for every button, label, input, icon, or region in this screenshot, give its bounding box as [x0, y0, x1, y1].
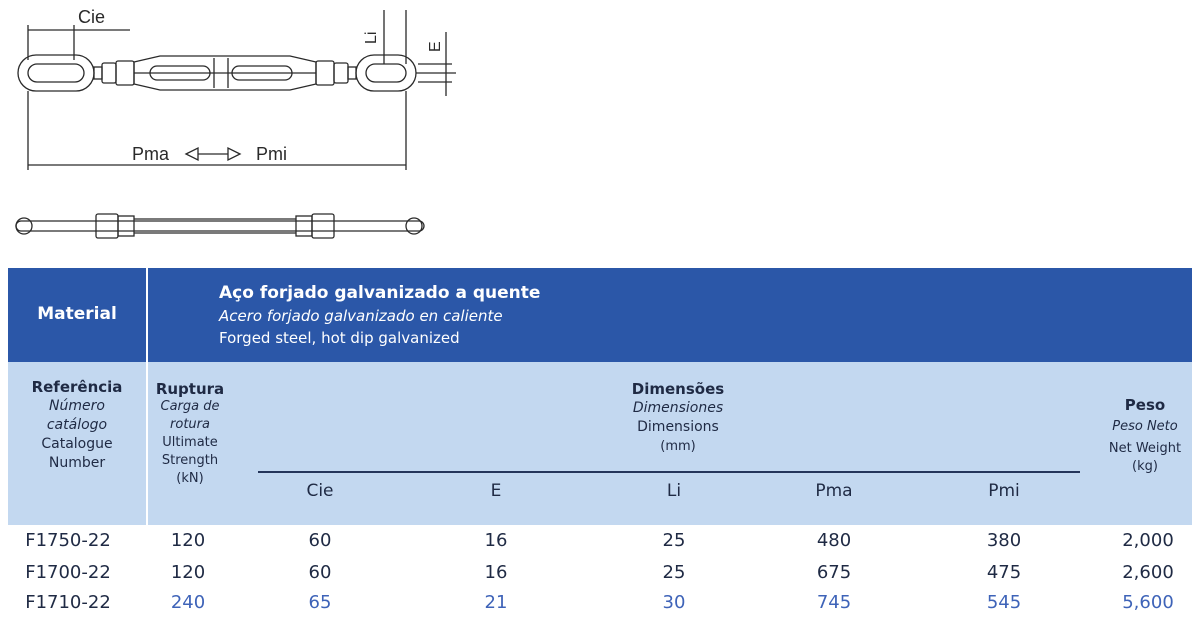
pmi-label: Pmi [256, 144, 287, 164]
weight-header-es: Peso Neto [1112, 419, 1178, 434]
col-header-li: Li [666, 481, 682, 501]
col-header-pma: Pma [815, 481, 853, 501]
cell-cie: 60 [308, 530, 332, 551]
material-header [8, 268, 1192, 362]
table-row [8, 592, 1192, 616]
cell-cie: 65 [308, 592, 332, 613]
cell-rupture: 240 [170, 592, 206, 613]
cell-pma: 745 [816, 592, 852, 613]
cell-e: 16 [484, 530, 508, 551]
material-es: Acero forjado galvanizado en caliente [219, 307, 503, 325]
ref-header-es: catálogo [46, 417, 108, 433]
cell-li: 25 [662, 562, 686, 583]
cell-li: 25 [662, 530, 686, 551]
cell-rupture: 120 [170, 562, 206, 583]
cell-pma: 480 [816, 530, 852, 551]
double-arrow-icon [186, 148, 240, 160]
cell-li: 30 [662, 592, 686, 613]
cell-ref: F1700-22 [25, 562, 111, 583]
cell-e: 16 [484, 562, 508, 583]
cell-rupture: 120 [170, 530, 206, 551]
rupture-header-pt: Ruptura [155, 380, 225, 398]
dimensions-header-en: Dimensions [637, 419, 719, 435]
ref-header-es: Número [49, 398, 105, 414]
dimensions-header-es: Dimensiones [632, 400, 724, 416]
cell-weight: 2,000 [1122, 530, 1174, 551]
divider [146, 268, 148, 362]
col-header-e: E [490, 481, 502, 501]
cell-pmi: 545 [986, 592, 1022, 613]
cell-e: 21 [484, 592, 508, 613]
weight-header-en: Net Weight [1108, 441, 1182, 456]
li-label: Li [363, 31, 380, 44]
weight-header-unit: (kg) [1132, 459, 1158, 474]
table-row [8, 562, 1192, 586]
material-en: Forged steel, hot dip galvanized [219, 329, 460, 347]
cell-ref: F1750-22 [25, 530, 111, 551]
dimensions-header [568, 380, 788, 456]
table-row [8, 530, 1192, 554]
col-header-cie: Cie [306, 481, 334, 501]
cell-weight: 5,600 [1122, 592, 1174, 613]
rupture-header [146, 380, 234, 488]
cell-pmi: 380 [986, 530, 1022, 551]
pma-label: Pma [132, 144, 170, 164]
cie-label: Cie [78, 7, 106, 27]
material-label: Material [37, 304, 117, 324]
rupture-header-unit: (kN) [176, 471, 204, 486]
turnbuckle-drawing [0, 0, 470, 250]
ref-header-en: Number [48, 455, 106, 471]
rupture-header-en: Ultimate [162, 435, 218, 450]
cell-pmi: 475 [986, 562, 1022, 583]
dimensions-rule [258, 471, 1080, 473]
cell-weight: 2,600 [1122, 562, 1174, 583]
weight-header-pt: Peso [1124, 396, 1166, 414]
ref-header [8, 378, 146, 473]
ref-header-en: Catalogue [41, 436, 113, 452]
weight-header [1098, 396, 1192, 476]
dimensions-header-unit: (mm) [660, 439, 696, 454]
material-pt: Aço forjado galvanizado a quente [219, 283, 541, 303]
dimensions-header-pt: Dimensões [631, 380, 725, 398]
e-label: E [427, 41, 444, 52]
rupture-header-es: rotura [170, 417, 210, 432]
rupture-header-es: Carga de [160, 399, 220, 414]
cell-cie: 60 [308, 562, 332, 583]
cell-pma: 675 [816, 562, 852, 583]
ref-header-pt: Referência [31, 378, 123, 396]
rupture-header-en: Strength [161, 453, 219, 468]
col-header-pmi: Pmi [988, 481, 1020, 501]
cell-ref: F1710-22 [25, 592, 111, 613]
